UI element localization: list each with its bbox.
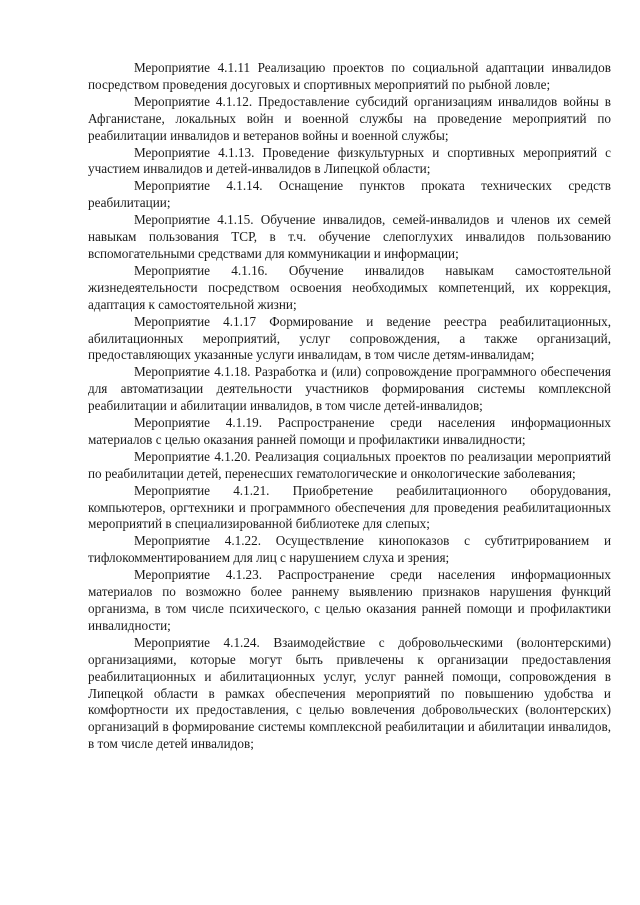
- paragraph-4-1-13: Мероприятие 4.1.13. Проведение физкультурных и спортивных мероприятий с участием инвалидов и детей-инвалидов в Липецкой области;: [88, 144, 611, 177]
- paragraph-4-1-24: Мероприятие 4.1.24. Взаимодействие с добровольческими (волонтерскими) организациями, которые могут быть привлечены к организации предоставления реабилитационных и абилитационных услуг, услуг ранней помощи, сопровождения в Липецкой области в рамках обеспечения мероприятий по повышению удобства и комфортности их предоставления, с целью вовлечения добровольческих (волонтерских) организаций в формирование системы комплексной реабилитации и абилитации инвалидов, в том числе детей инвалидов;: [88, 634, 611, 752]
- paragraph-4-1-22: Мероприятие 4.1.22. Осуществление кинопоказов с субтитрированием и тифлокомментированием для лиц с нарушением слуха и зрения;: [88, 533, 611, 566]
- paragraph-4-1-19: Мероприятие 4.1.19. Распространение среди населения информационных материалов с целью оказания ранней помощи и профилактики инвалидности;: [88, 415, 611, 447]
- paragraph-4-1-23: Мероприятие 4.1.23. Распространение среди населения информационных материалов по возможно более раннему выявлению признаков нарушения функций организма, в том числе психического, с целью оказания ранней помощи и профилактики инвалидности;: [88, 567, 611, 633]
- paragraph-4-1-17: Мероприятие 4.1.17 Формирование и ведение реестра реабилитационных, абилитационных мероприятий, услуг сопровождения, а также организаций, предоставляющих указанные услуги инвалидам, в том числе детям-инвалидам;: [88, 313, 611, 363]
- paragraph-4-1-21: Мероприятие 4.1.21. Приобретение реабилитационного оборудования, компьютеров, оргтехники и программного обеспечения для проведения реабилитационных мероприятий в специализированной библиотеке для слепых;: [88, 482, 611, 532]
- paragraph-4-1-15: Мероприятие 4.1.15. Обучение инвалидов, семей-инвалидов и членов их семей навыкам пользования ТСР, в т.ч. обучение слепоглухих инвалидов пользованию вспомогательными средствами для коммуникации и информации;: [88, 212, 611, 261]
- document-page: [88, 60, 611, 753]
- paragraph-4-1-20: Мероприятие 4.1.20. Реализация социальных проектов по реализации мероприятий по реабилитации детей, перенесших гематологические и онкологические заболевания;: [88, 448, 611, 481]
- paragraph-4-1-16: Мероприятие 4.1.16. Обучение инвалидов навыкам самостоятельной жизнедеятельности посредством освоения необходимых компетенций, их коррекция, адаптация к самостоятельной жизни;: [88, 262, 611, 312]
- paragraph-4-1-18: Мероприятие 4.1.18. Разработка и (или) сопровождение программного обеспечения для автоматизации деятельности участников формирования системы комплексной реабилитации и абилитации инвалидов, в том числе детей-инвалидов;: [88, 364, 611, 414]
- paragraph-4-1-12: Мероприятие 4.1.12. Предоставление субсидий организациям инвалидов войны в Афганистане, локальных войн и военной службы на проведение мероприятий по реабилитации инвалидов и ветеранов войны и военной службы;: [88, 93, 611, 143]
- paragraph-4-1-14: Мероприятие 4.1.14. Оснащение пунктов проката технических средств реабилитации;: [88, 178, 611, 211]
- paragraph-4-1-11: Мероприятие 4.1.11 Реализацию проектов по социальной адаптации инвалидов посредством проведения досуговых и спортивных мероприятий по рыбной ловле;: [88, 60, 611, 92]
